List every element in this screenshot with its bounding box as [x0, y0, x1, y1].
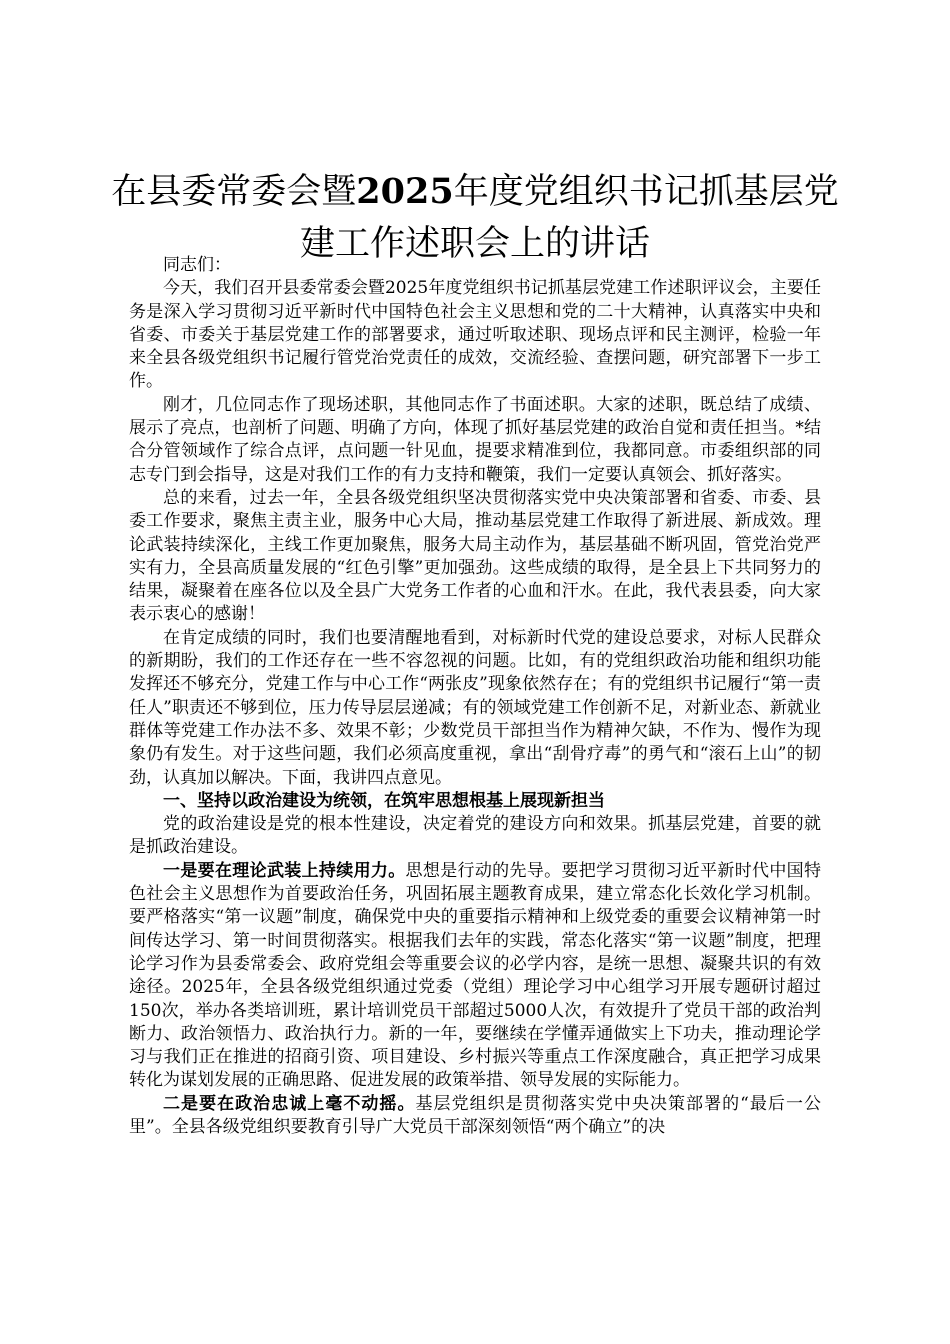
paragraph-achievements: 总的来看，过去一年，全县各级党组织坚决贯彻落实党中央决策部署和省委、市委、县委工作要求，聚焦主责主业，服务中心大局，推动基层党建工作取得了新进展、新成效。理论武装持续深化，主线工作更加聚焦，服务大局主动作为，基层基础不断巩固，管党治党严实有力，全县高质量发展的“红色引擎”更加强劲。这些成绩的取得，是全县上下共同努力的结果，凝聚着在座各位以及全县广大党务工作者的心血和汗水。在此，我代表县委，向大家表示衷心的感谢！: [129, 487, 821, 625]
section-heading-1: 一、坚持以政治建设为统领，在筑牢思想根基上展现新担当: [163, 790, 605, 811]
document-body: [129, 254, 821, 1139]
paragraph-loyalty: [129, 1093, 821, 1140]
paragraph-theory: [129, 860, 821, 1093]
paragraph-theory-body: 思想是行动的先导。要把学习贯彻习近平新时代中国特色社会主义思想作为首要政治任务，巩固拓展主题教育成果，建立常态化长效化学习机制。要严格落实“第一议题”制度，确保党中央的重要指示精神和上级党委的重要会议精神第一时间传达学习、第一时间贯彻落实。根据我们去年的实践，常态化落实“第一议题”制度，把理论学习作为县委常委会、政府党组会等重要会议的必学内容，是统一思想、凝聚共识的有效途径。2025年，全县各级党组织通过党委（党组）理论学习中心组学习开展专题研讨超过150次，举办各类培训班，累计培训党员干部超过5000人次，有效提升了党员干部的政治判断力、政治领悟力、政治执行力。新的一年，要继续在学懂弄通做实上下功夫，推动理论学习与我们正在推进的招商引资、项目建设、乡村振兴等重点工作深度融合，真正把学习成果转化为谋划发展的正确思路、促进发展的政策举措、领导发展的实际能力。: [129, 860, 822, 1091]
paragraph-opening: 今天，我们召开县委常委会暨2025年度党组织书记抓基层党建工作述职评议会，主要任务是深入学习贯彻习近平新时代中国特色社会主义思想和党的二十大精神，认真落实中央和省委、市委关于基层党建工作的部署要求，通过听取述职、现场点评和民主测评，检验一年来全县各级党组织书记履行管党治党责任的成效，交流经验、查摆问题，研究部署下一步工作。: [129, 278, 821, 392]
paragraph-problems: 在肯定成绩的同时，我们也要清醒地看到，对标新时代党的建设总要求，对标人民群众的新期盼，我们的工作还存在一些不容忽视的问题。比如，有的党组织政治功能和组织功能发挥还不够充分，党建工作与中心工作“两张皮”现象依然存在；有的党组织书记履行“第一责任人”职责还不够到位，压力传导层层递减；有的领域党建工作创新不足，对新业态、新就业群体等党建工作办法不多、效果不彰；少数党员干部担当作为精神欠缺，不作为、慢作为现象仍有发生。对于这些问题，我们必须高度重视，拿出“刮骨疗毒”的勇气和“滚石上山”的韧劲，认真加以解决。下面，我讲四点意见。: [129, 627, 821, 788]
salutation: 同志们：: [163, 255, 231, 275]
title-year: 2025: [356, 171, 454, 212]
paragraph-theory-lead: 一是要在理论武装上持续用力。: [163, 860, 406, 881]
title-suffix: 年度党组织书记抓基层党建工作述职会上的讲话: [299, 172, 839, 264]
paragraph-loyalty-body: 基层党组织是贯彻落实党中央决策部署的“最后一公里”。全县各级党组织要教育引导广大党员干部深刻领悟“两个确立”的决: [129, 1093, 821, 1137]
title-prefix: 在县委常委会暨: [111, 172, 357, 212]
paragraph-political-building: 党的政治建设是党的根本性建设，决定着党的建设方向和效果。抓基层党建，首要的就是抓政治建设。: [129, 814, 821, 858]
paragraph-loyalty-lead: 二是要在政治忠诚上毫不动摇。: [163, 1093, 416, 1114]
paragraph-review: 刚才，几位同志作了现场述职，其他同志作了书面述职。大家的述职，既总结了成绩、展示了亮点，也剖析了问题、明确了方向，体现了抓好基层党建的政治自觉和责任担当。*结合分管领域作了综合点评，点问题一针见血，提要求精准到位，我都同意。市委组织部的同志专门到会指导，这是对我们工作的有力支持和鞭策，我们一定要认真领会、抓好落实。: [129, 394, 821, 485]
